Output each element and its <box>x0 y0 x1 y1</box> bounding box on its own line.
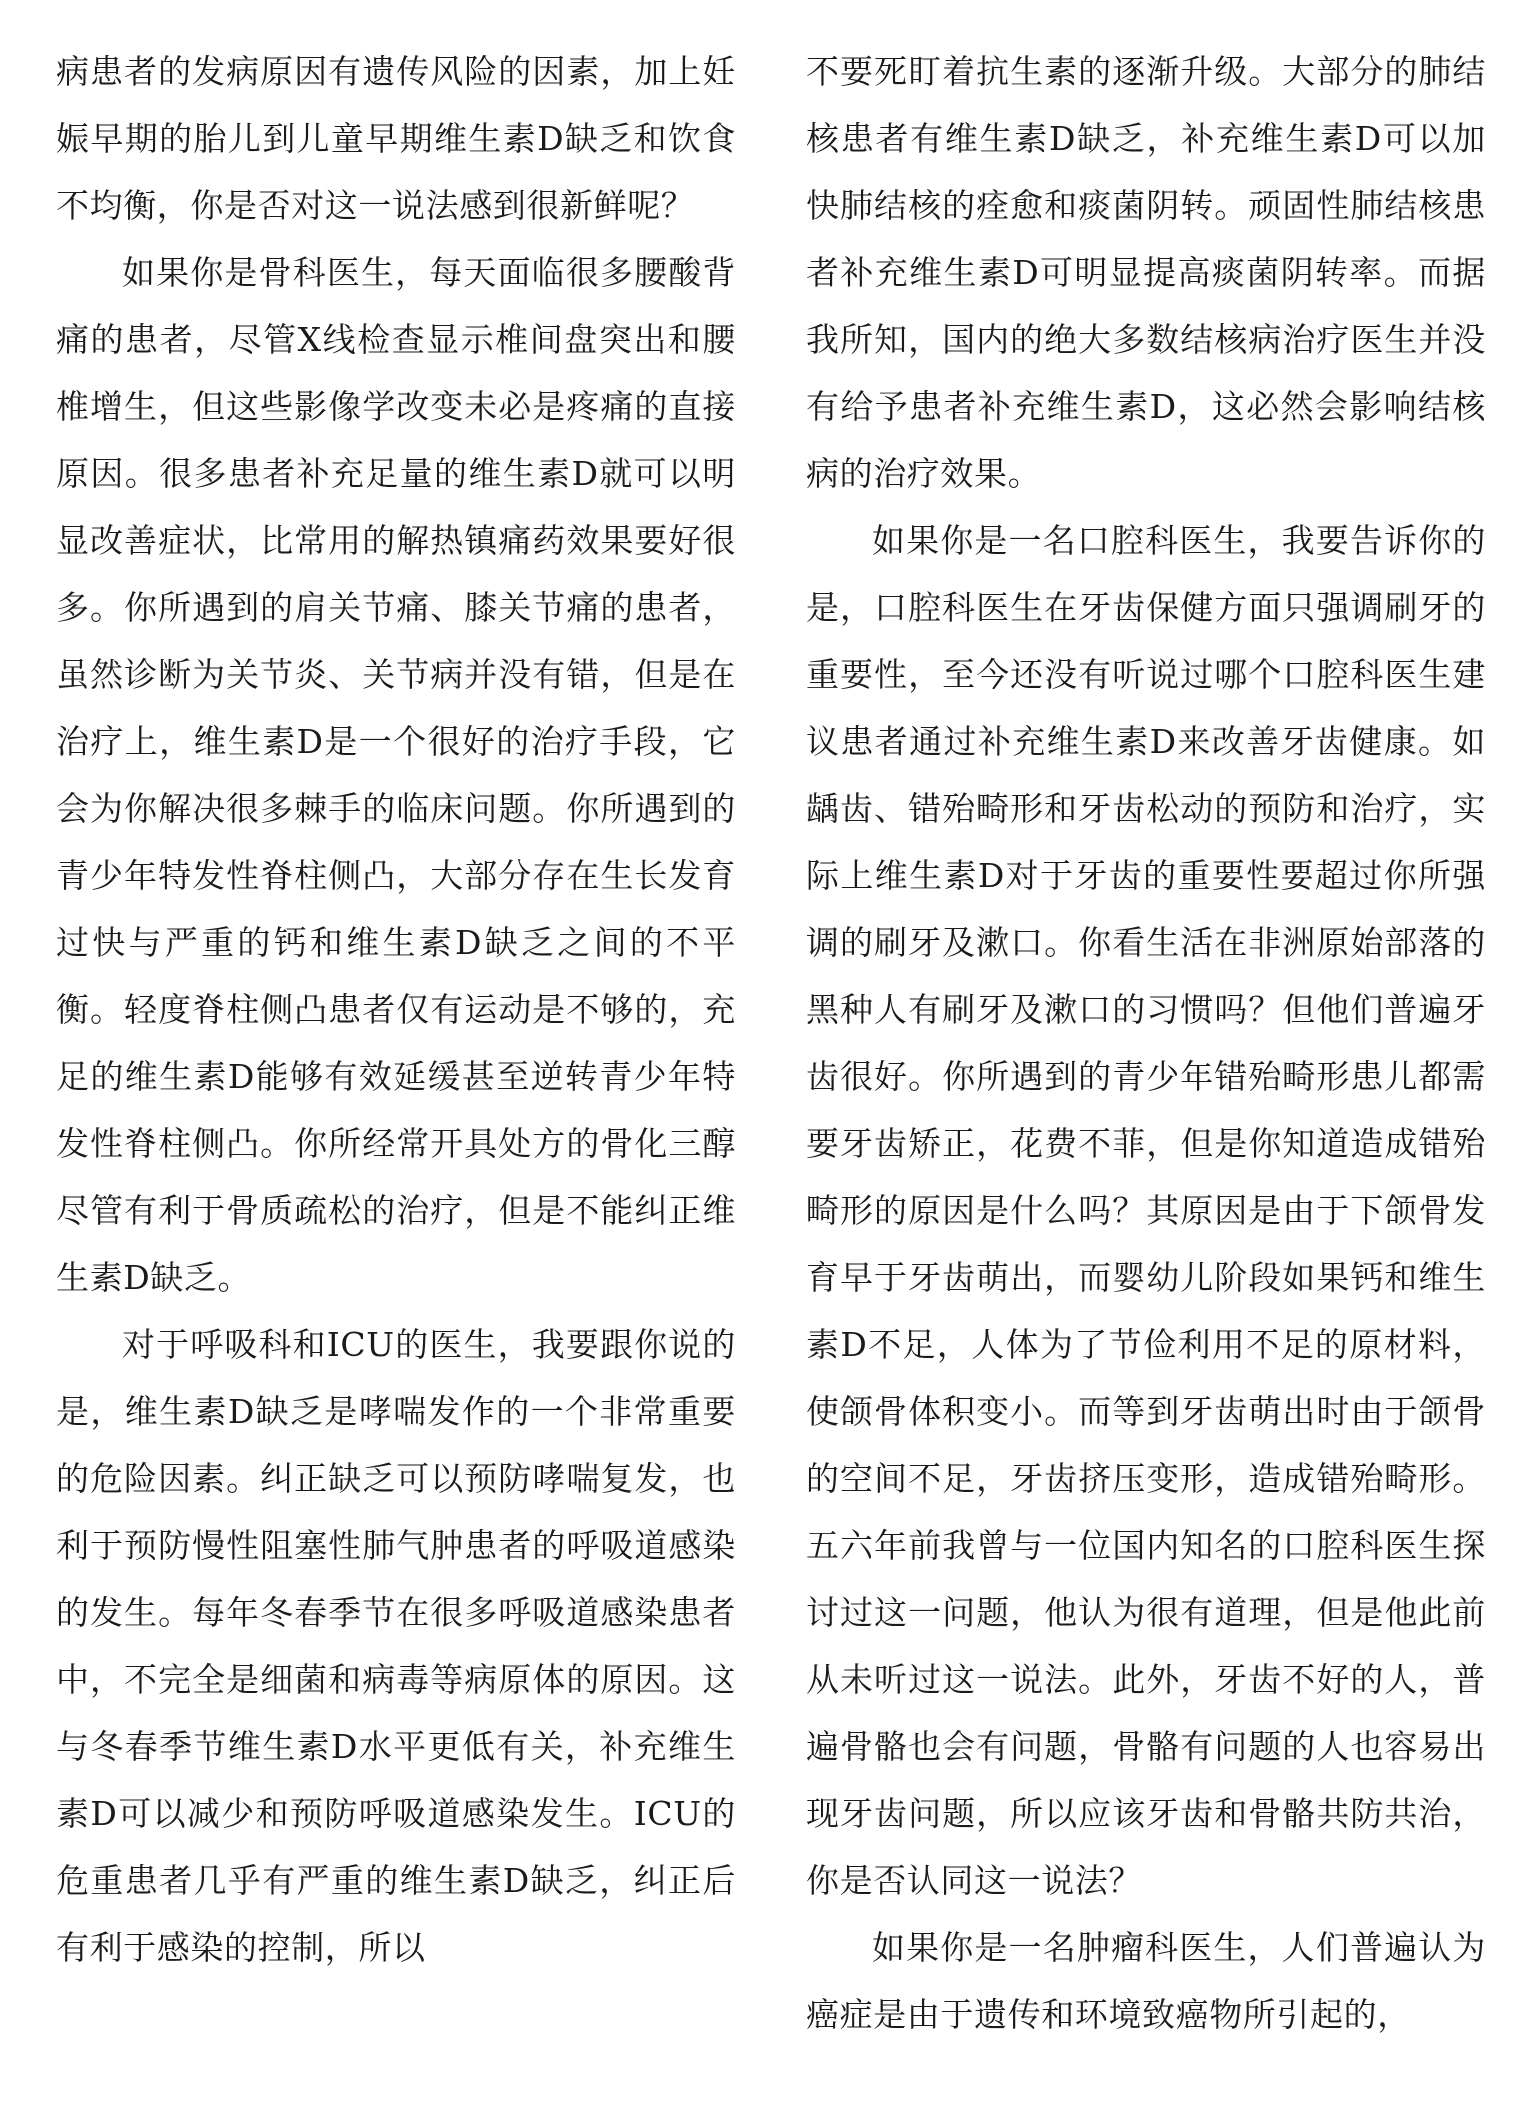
paragraph: 如果你是一名口腔科医生，我要告诉你的是，口腔科医生在牙齿保健方面只强调刷牙的重要性，至今还没有听说过哪个口腔科医生建议患者通过补充维生素D来改善牙齿健康。如龋齿、错殆畸形和牙齿松动的预防和治疗，实际上维生素D对于牙齿的重要性要超过你所强调的刷牙及漱口。你看生活在非洲原始部落的黑种人有刷牙及漱口的习惯吗？但他们普遍牙齿很好。你所遇到的青少年错殆畸形患儿都需要牙齿矫正，花费不菲，但是你知道造成错殆畸形的原因是什么吗？其原因是由于下颌骨发育早于牙齿萌出，而婴幼儿阶段如果钙和维生素D不足，人体为了节俭利用不足的原材料，使颌骨体积变小。而等到牙齿萌出时由于颌骨的空间不足，牙齿挤压变形，造成错殆畸形。五六年前我曾与一位国内知名的口腔科医生探讨过这一问题，他认为很有道理，但是他此前从未听过这一说法。此外，牙齿不好的人，普遍骨骼也会有问题，骨骼有问题的人也容易出现牙齿问题，所以应该牙齿和骨骼共防共治，你是否认同这一说法？ <box>806 521 1486 1900</box>
paragraph: 对于呼吸科和ICU的医生，我要跟你说的是，维生素D缺乏是哮喘发作的一个非常重要的危险因素。纠正缺乏可以预防哮喘复发，也利于预防慢性阻塞性肺气肿患者的呼吸道感染的发生。每年冬春季节在很多呼吸道感染患者中，不完全是细菌和病毒等病原体的原因。这与冬春季节维生素D水平更低有关，补充维生素D可以减少和预防呼吸道感染发生。ICU的危重患者几乎有严重的维生素D缺乏，纠正后有利于感染的控制，所以 <box>56 1325 736 1967</box>
paragraph: 如果你是一名肿瘤科医生，人们普遍认为癌症是由于遗传和环境致癌物所引起的， <box>806 1928 1486 2034</box>
left-column <box>56 38 736 1981</box>
right-column <box>806 38 1486 2048</box>
paragraph: 病患者的发病原因有遗传风险的因素，加上妊娠早期的胎儿到儿童早期维生素D缺乏和饮食不均衡，你是否对这一说法感到很新鲜呢？ <box>56 52 736 225</box>
paragraph: 如果你是骨科医生，每天面临很多腰酸背痛的患者，尽管X线检查显示椎间盘突出和腰椎增生，但这些影像学改变未必是疼痛的直接原因。很多患者补充足量的维生素D就可以明显改善症状，比常用的解热镇痛药效果要好很多。你所遇到的肩关节痛、膝关节痛的患者，虽然诊断为关节炎、关节病并没有错，但是在治疗上，维生素D是一个很好的治疗手段，它会为你解决很多棘手的临床问题。你所遇到的青少年特发性脊柱侧凸，大部分存在生长发育过快与严重的钙和维生素D缺乏之间的不平衡。轻度脊柱侧凸患者仅有运动是不够的，充足的维生素D能够有效延缓甚至逆转青少年特发性脊柱侧凸。你所经常开具处方的骨化三醇尽管有利于骨质疏松的治疗，但是不能纠正维生素D缺乏。 <box>56 253 736 1297</box>
paragraph: 不要死盯着抗生素的逐渐升级。大部分的肺结核患者有维生素D缺乏，补充维生素D可以加快肺结核的痊愈和痰菌阴转。顽固性肺结核患者补充维生素D可明显提高痰菌阴转率。而据我所知，国内的绝大多数结核病治疗医生并没有给予患者补充维生素D，这必然会影响结核病的治疗效果。 <box>806 52 1486 493</box>
